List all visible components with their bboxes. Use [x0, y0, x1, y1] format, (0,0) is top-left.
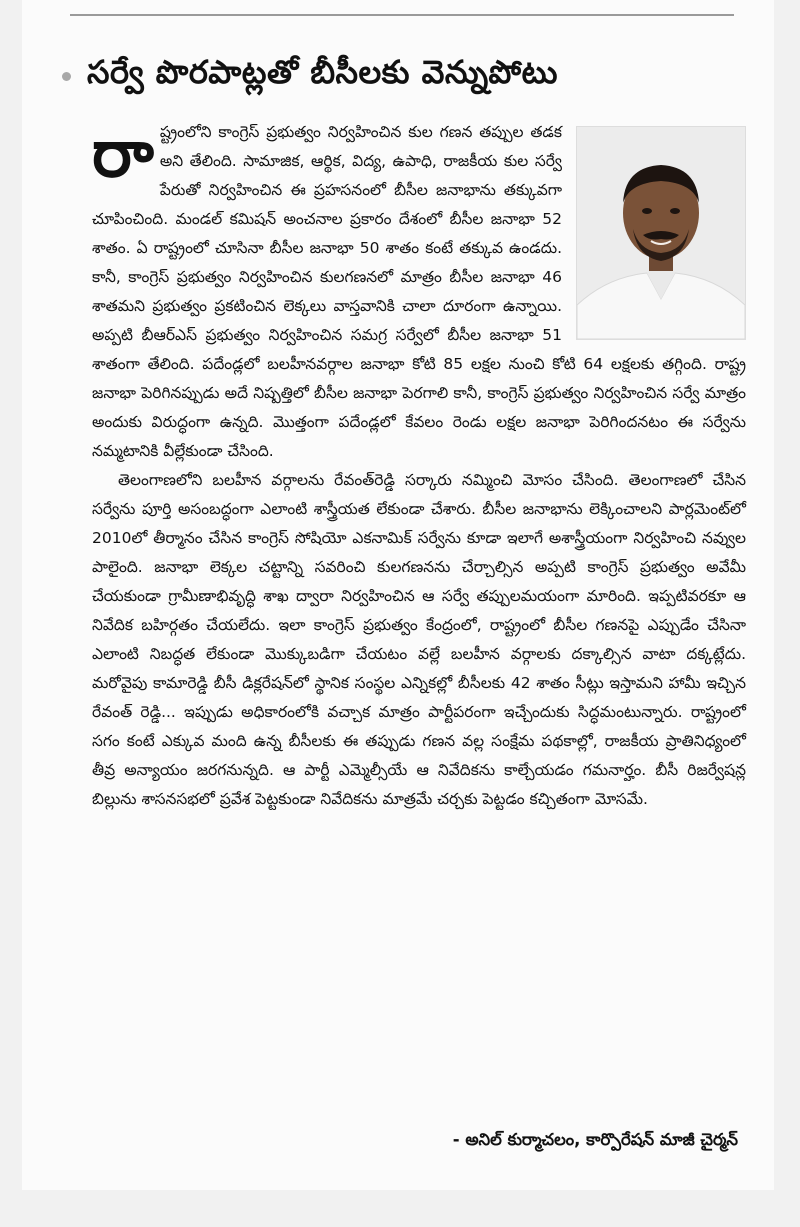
dropcap: రా [92, 115, 154, 192]
top-rule [70, 14, 734, 16]
article-body [92, 115, 746, 814]
bullet-dot-icon [62, 72, 71, 81]
headline-row [62, 48, 744, 104]
paragraph-1-text: ష్ట్రంలోని కాంగ్రెస్ ప్రభుత్వం నిర్వహించిన కుల గణన తప్పుల తడక అని తేలింది. సామాజిక, ఆర్థిక, విద్య, ఉపాధి, రాజకీయ కుల సర్వే పేరుతో నిర్వహించిన ఈ ప్రహసనంలో బీసీల జనాభాను తక్కువగా చూపించింది. మండల్ కమిషన్ అంచనాల ప్రకారం దేశంలో బీసీల జనాభా 52 శాతం. ఏ రాష్ట్రంలో చూసినా బీసీల జనాభా 50 శాతం కంటే తక్కువ ఉండదు. కానీ, కాంగ్రెస్ ప్రభుత్వం నిర్వహించిన కులగణనలో మాత్రం బీసీల జనాభా 46 శాతమని ప్రభుత్వం ప్రకటించిన లెక్కలు వాస్తవానికి చాలా దూరంగా ఉన్నాయి. అప్పటి బీఆర్ఎస్ ప్రభుత్వం నిర్వహించిన సమగ్ర సర్వేలో బీసీల జనాభా 51 శాతంగా తేలింది. పదేండ్లలో బలహీనవర్గాల జనాభా కోటి 85 లక్షల నుంచి కోటి 64 లక్షలకు తగ్గింది. రాష్ట్ర జనాభా పెరిగినప్పుడు అదే నిష్పత్తిలో బీసీల జనాభా పెరగాలి కానీ, కాంగ్రెస్ ప్రభుత్వం నిర్వహించిన సర్వే మాత్రం అందుకు విరుద్ధంగా ఉన్నది. మొత్తంగా పదేండ్లలో కేవలం రెండు లక్షల జనాభా పెరిగిందనటం ఈ సర్వేను నమ్మటానికి వీల్లేకుండా చేసింది. [92, 123, 746, 460]
paragraph-2: తెలంగాణలోని బలహీన వర్గాలను రేవంత్‌రెడ్డి సర్కారు నమ్మించి మోసం చేసింది. తెలంగాణలో చేసిన సర్వేను పూర్తి అసంబద్ధంగా ఎలాంటి శాస్త్రీయత లేకుండా చేశారు. బీసీల జనాభాను లెక్కించాలని పార్లమెంట్‌లో 2010లో తీర్మానం చేసిన కాంగ్రెస్ సోషియో ఎకనామిక్ సర్వేను కూడా ఇలాగే అశాస్త్రీయంగా నిర్వహించి నవ్వుల పాలైంది. జనాభా లెక్కల చట్టాన్ని సవరించి కులగణనను చేర్చాల్సిన అప్పటి కాంగ్రెస్ ప్రభుత్వం అవేమీ చేయకుండా గ్రామీణాభివృద్ధి శాఖ ద్వారా నిర్వహించిన ఆ సర్వే తప్పులమయంగా మారింది. ఇప్పటివరకూ ఆ నివేదిక బహిర్గతం చేయలేదు. ఇలా కాంగ్రెస్ ప్రభుత్వం కేంద్రంలో, రాష్ట్రంలో బీసీల గణనపై ఎప్పుడేం చేసినా ఎలాంటి నిబద్ధత లేకుండా మొక్కుబడిగా చేయటం వల్లే బలహీన వర్గాలకు దక్కాల్సిన వాటా దక్కట్లేదు. మరోవైపు కామారెడ్డి బీసీ డిక్లరేషన్‌లో స్థానిక సంస్థల ఎన్నికల్లో బీసీలకు 42 శాతం సీట్లు ఇస్తామని హామీ ఇచ్చిన రేవంత్ రెడ్డి... ఇప్పుడు అధికారంలోకి వచ్చాక మాత్రం పార్టీపరంగా ఇచ్చేందుకు సిద్ధమంటున్నారు. రాష్ట్రంలో సగం కంటే ఎక్కువ మంది ఉన్న బీసీలకు ఈ తప్పుడు గణన వల్ల సంక్షేమ పథకాల్లో, రాజకీయ ప్రాతినిధ్యంలో తీవ్ర అన్యాయం జరగనున్నది. ఆ పార్టీ ఎమ్మెల్సీయే ఆ నివేదికను కాల్చేయడం గమనార్హం. బీసీ రిజర్వేషన్ల బిల్లును శాసనసభలో ప్రవేశ పెట్టకుండా నివేదికను మాత్రమే చర్చకు పెట్టడం కచ్చితంగా మోసమే. [92, 471, 746, 808]
byline: - అనిల్ కుర్మాచలం, కార్పొరేషన్ మాజీ చైర్మన్ [452, 1130, 738, 1149]
author-portrait-icon [577, 127, 745, 339]
author-photo [576, 126, 746, 340]
headline: సర్వే పొరపాట్లతో బీసీలకు వెన్నుపోటు [87, 53, 558, 91]
newspaper-clipping [22, 0, 774, 1190]
